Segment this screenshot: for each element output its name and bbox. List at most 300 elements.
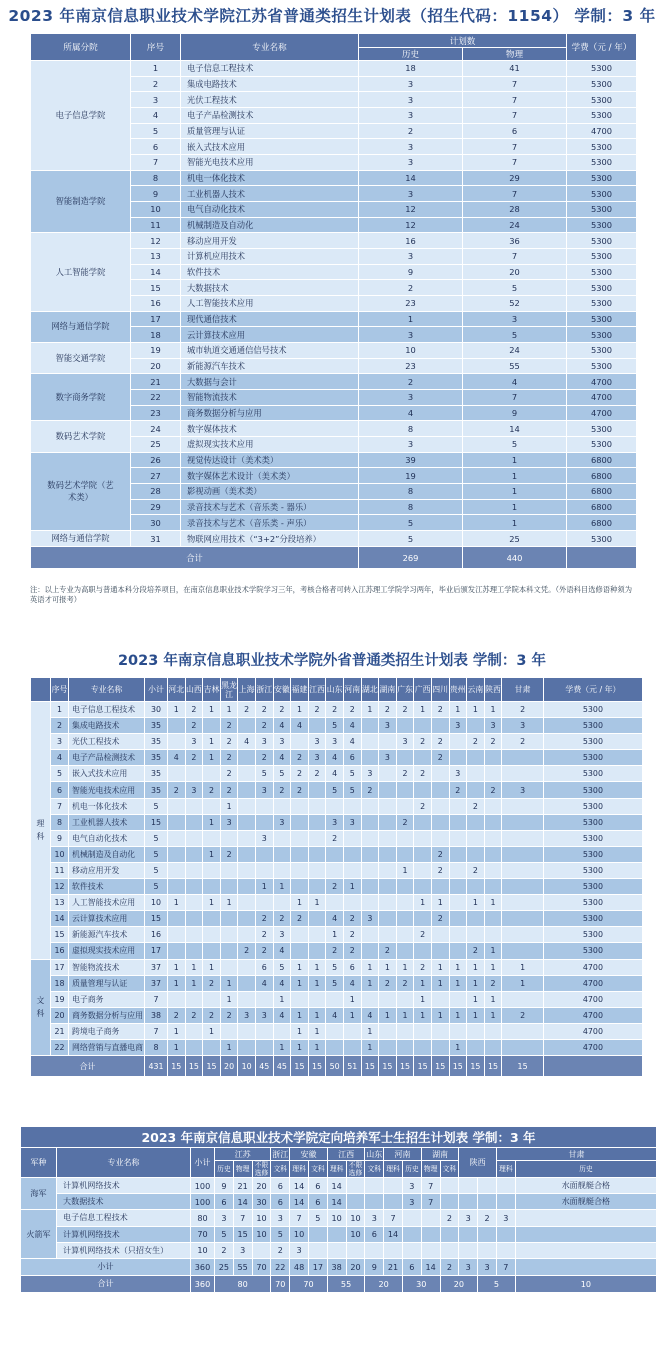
table-cell: 5 <box>145 862 168 878</box>
table-cell: 6 <box>51 782 69 798</box>
table-row <box>31 452 637 468</box>
service-cell: 海军 <box>21 1178 57 1210</box>
table-cell: 55 <box>463 358 567 374</box>
table-cell <box>467 879 485 895</box>
header-no: 序号 <box>51 678 69 702</box>
table-cell: 2 <box>185 702 203 718</box>
table-cell: 1 <box>220 798 238 814</box>
table-cell: 1 <box>484 959 502 975</box>
table-cell <box>449 830 467 846</box>
table-cell <box>168 814 186 830</box>
subheader-1: 物理 <box>233 1161 252 1178</box>
table-cell: 4 <box>359 405 463 421</box>
jiangsu-plan-title: 2023 年南京信息职业技术学院江苏省普通类招生计划表（招生代码：1154） 学制：3 年 <box>8 7 656 25</box>
table-cell <box>273 846 291 862</box>
table-cell: 3 <box>396 734 414 750</box>
table-cell <box>238 991 256 1007</box>
remark-cell: 水面舰艇合格 <box>515 1178 656 1194</box>
total-cell: 15 <box>379 1056 397 1077</box>
table-cell <box>308 782 326 798</box>
table-cell: 5 <box>273 959 291 975</box>
table-cell: 1 <box>203 895 221 911</box>
table-cell <box>431 814 449 830</box>
table-cell: 1 <box>220 1039 238 1055</box>
category-label: 文科 <box>36 996 45 1019</box>
table-cell: 2 <box>502 702 544 718</box>
table-cell: 1 <box>449 1039 467 1055</box>
total-cell: 15 <box>484 1056 502 1077</box>
table-cell: 4 <box>273 750 291 766</box>
table-cell <box>168 846 186 862</box>
table-cell: 3 <box>273 927 291 943</box>
table-cell <box>484 750 502 766</box>
table-cell: 6 <box>402 1258 421 1275</box>
table-cell: 1 <box>467 895 485 911</box>
table-cell <box>502 911 544 927</box>
table-cell: 2 <box>131 76 181 92</box>
table-cell <box>291 879 309 895</box>
table-cell: 1 <box>431 1007 449 1023</box>
table-cell: 4 <box>291 718 309 734</box>
table-cell <box>379 911 397 927</box>
table-cell: 2 <box>414 798 432 814</box>
table-cell: 2 <box>484 975 502 991</box>
header-11: 江西 <box>308 678 326 702</box>
table-cell <box>396 895 414 911</box>
table-cell: 5 <box>326 975 344 991</box>
table-cell: 1 <box>431 895 449 911</box>
table-cell <box>327 1242 346 1258</box>
table-cell: 1 <box>203 846 221 862</box>
table-cell: 1 <box>308 1023 326 1039</box>
category-cell <box>31 959 51 1056</box>
table-cell <box>343 798 361 814</box>
table-cell <box>220 911 238 927</box>
table-cell: 10 <box>359 343 463 359</box>
table-cell: 6800 <box>567 484 637 500</box>
table-cell: 2 <box>484 782 502 798</box>
table-cell <box>361 718 379 734</box>
table-cell: 11 <box>51 862 69 878</box>
table-cell: 4 <box>343 975 361 991</box>
table-cell <box>402 1226 421 1242</box>
table-row <box>31 233 637 249</box>
major-name: 电气自动化技术 <box>181 202 359 218</box>
header-12: 山东 <box>326 678 344 702</box>
table-cell <box>365 1178 384 1194</box>
table-cell <box>543 1056 642 1077</box>
table-cell: 26 <box>131 452 181 468</box>
table-cell <box>496 1194 515 1210</box>
table-cell: 3 <box>326 734 344 750</box>
table-cell <box>220 927 238 943</box>
table-cell <box>185 766 203 782</box>
table-cell: 1 <box>467 1007 485 1023</box>
table-cell <box>467 782 485 798</box>
table-cell: 1 <box>379 1007 397 1023</box>
table-cell: 2 <box>467 734 485 750</box>
table-cell: 4700 <box>567 374 637 390</box>
total-cell: 15 <box>502 1056 544 1077</box>
table-cell: 20 <box>51 1007 69 1023</box>
table-cell: 1 <box>291 1007 309 1023</box>
table-cell: 1 <box>502 959 544 975</box>
table-cell <box>291 814 309 830</box>
table-cell: 5 <box>273 766 291 782</box>
table-cell <box>396 846 414 862</box>
table-cell: 1 <box>291 975 309 991</box>
header-8: 浙江 <box>255 678 273 702</box>
major-name: 嵌入式技术应用 <box>181 139 359 155</box>
table-cell: 7 <box>463 155 567 171</box>
table-cell <box>185 1023 203 1039</box>
table-cell: 5300 <box>543 943 642 959</box>
table-cell <box>168 943 186 959</box>
table-cell: 13 <box>131 249 181 265</box>
table-cell <box>414 830 432 846</box>
table-cell: 2 <box>414 959 432 975</box>
header-19: 贵州 <box>449 678 467 702</box>
major-name: 机械制造及自动化 <box>181 217 359 233</box>
table-cell <box>502 1039 544 1055</box>
major-name: 机电一体化技术 <box>181 170 359 186</box>
table-cell: 3 <box>449 766 467 782</box>
table-cell: 3 <box>255 782 273 798</box>
table-cell: 6 <box>215 1194 234 1210</box>
table-cell <box>291 943 309 959</box>
table-cell: 2 <box>273 911 291 927</box>
table-cell <box>431 1023 449 1039</box>
table-cell: 36 <box>463 233 567 249</box>
table-cell: 3 <box>365 1210 384 1226</box>
table-cell <box>502 895 544 911</box>
table-cell: 2 <box>396 814 414 830</box>
table-cell: 4 <box>343 718 361 734</box>
table-cell: 1 <box>203 750 221 766</box>
dept-cell: 网络与通信学院 <box>31 531 131 547</box>
table-cell: 5 <box>343 782 361 798</box>
table-cell: 4 <box>168 750 186 766</box>
table-cell: 24 <box>131 421 181 437</box>
table-cell <box>203 911 221 927</box>
subheader-2: 不限选修 <box>252 1161 271 1178</box>
table-row <box>21 1242 657 1258</box>
major-name: 网络营销与直播电商 <box>69 1039 145 1055</box>
table-cell <box>308 1226 327 1242</box>
table-cell: 35 <box>145 750 168 766</box>
table-cell: 1 <box>361 975 379 991</box>
table-cell <box>449 927 467 943</box>
header-5: 安徽 <box>290 1148 328 1161</box>
table-cell: 3 <box>379 718 397 734</box>
table-cell: 3 <box>359 390 463 406</box>
table-cell <box>346 1178 365 1194</box>
major-name: 新能源汽车技术 <box>181 358 359 374</box>
table-cell: 6 <box>365 1226 384 1242</box>
table-cell: 13 <box>51 895 69 911</box>
table-cell <box>255 814 273 830</box>
table-cell <box>185 991 203 1007</box>
table-cell: 4700 <box>567 390 637 406</box>
major-name: 智能光电技术应用 <box>69 782 145 798</box>
table-cell: 3 <box>215 1210 234 1226</box>
header-plan: 计划数 <box>359 34 567 48</box>
major-name: 电子商务 <box>69 991 145 1007</box>
table-row <box>21 1210 657 1226</box>
table-cell: 3 <box>273 734 291 750</box>
table-cell: 28 <box>131 484 181 500</box>
subtotal-row <box>21 1258 657 1275</box>
table-cell <box>238 959 256 975</box>
table-row <box>31 846 643 862</box>
table-cell: 7 <box>463 76 567 92</box>
table-cell: 3 <box>308 750 326 766</box>
table-cell <box>467 927 485 943</box>
table-cell <box>484 1039 502 1055</box>
table-cell: 24 <box>463 217 567 233</box>
table-cell: 1 <box>291 702 309 718</box>
table-cell: 5300 <box>567 437 637 453</box>
table-cell: 3 <box>449 718 467 734</box>
table-cell: 1 <box>255 879 273 895</box>
table-cell: 10 <box>191 1242 215 1258</box>
table-cell <box>185 798 203 814</box>
table-cell: 4700 <box>543 991 642 1007</box>
table-cell: 2 <box>255 750 273 766</box>
table-cell: 1 <box>308 975 326 991</box>
table-cell: 4700 <box>567 405 637 421</box>
table-row <box>21 1194 657 1210</box>
table-row <box>31 374 637 390</box>
table-cell <box>449 750 467 766</box>
table-cell: 16 <box>145 927 168 943</box>
table-cell <box>402 1242 421 1258</box>
table-cell: 3 <box>185 734 203 750</box>
table-cell <box>238 718 256 734</box>
table-cell <box>273 1023 291 1039</box>
table-cell <box>185 879 203 895</box>
table-cell: 6 <box>343 750 361 766</box>
table-cell: 2 <box>379 943 397 959</box>
table-cell <box>273 862 291 878</box>
table-cell: 38 <box>327 1258 346 1275</box>
total-cell: 15 <box>467 1056 485 1077</box>
table-row <box>31 311 637 327</box>
header-11: 甘肃 <box>496 1148 656 1161</box>
table-cell <box>308 991 326 1007</box>
table-cell: 25 <box>215 1258 234 1275</box>
table-cell: 4 <box>238 734 256 750</box>
table-cell: 10 <box>131 202 181 218</box>
table-cell: 100 <box>191 1194 215 1210</box>
table-cell: 5300 <box>567 186 637 202</box>
table-cell <box>273 798 291 814</box>
table-cell <box>168 991 186 1007</box>
table-cell: 1 <box>467 702 485 718</box>
major-name: 机电一体化技术 <box>69 798 145 814</box>
table-cell <box>291 734 309 750</box>
total-cell: 20 <box>365 1275 403 1292</box>
table-cell <box>396 1023 414 1039</box>
table-cell <box>238 766 256 782</box>
table-cell <box>343 895 361 911</box>
table-cell <box>379 991 397 1007</box>
table-cell <box>361 750 379 766</box>
major-name: 虚拟现实技术应用 <box>69 943 145 959</box>
other-provinces-plan-table <box>30 677 643 1077</box>
table-cell: 1 <box>168 702 186 718</box>
table-cell: 15 <box>233 1226 252 1242</box>
table-cell: 5 <box>145 879 168 895</box>
major-name: 计算机应用技术 <box>181 249 359 265</box>
table-cell: 2 <box>220 766 238 782</box>
table-cell: 6800 <box>567 499 637 515</box>
table-cell: 2 <box>414 927 432 943</box>
table-cell: 5 <box>343 766 361 782</box>
total-label: 合计 <box>31 1056 145 1077</box>
table-cell <box>185 862 203 878</box>
table-cell: 14 <box>327 1178 346 1194</box>
table-cell: 1 <box>414 702 432 718</box>
subheader-11: 物理 <box>421 1161 440 1178</box>
header-9: 湖南 <box>421 1148 459 1161</box>
total-cell: 50 <box>326 1056 344 1077</box>
table-cell: 10 <box>327 1210 346 1226</box>
table-cell <box>502 750 544 766</box>
table-cell <box>238 798 256 814</box>
table-cell: 21 <box>51 1023 69 1039</box>
table-cell: 2 <box>220 1007 238 1023</box>
table-row <box>31 814 643 830</box>
table-cell <box>396 991 414 1007</box>
table-cell: 15 <box>145 911 168 927</box>
table-cell: 2 <box>478 1210 497 1226</box>
table-cell: 3 <box>359 249 463 265</box>
table-cell <box>220 1023 238 1039</box>
table-cell: 1 <box>203 814 221 830</box>
table-cell <box>414 814 432 830</box>
table-cell: 3 <box>51 734 69 750</box>
header-6: 江西 <box>327 1148 365 1161</box>
table-cell <box>168 798 186 814</box>
major-name: 机械制造及自动化 <box>69 846 145 862</box>
table-cell: 5 <box>359 515 463 531</box>
table-cell: 15 <box>145 814 168 830</box>
table-cell <box>238 895 256 911</box>
table-cell: 2 <box>379 702 397 718</box>
table-cell: 37 <box>145 975 168 991</box>
table-cell: 39 <box>359 452 463 468</box>
table-cell: 29 <box>131 499 181 515</box>
table-cell <box>421 1226 440 1242</box>
table-cell: 14 <box>463 421 567 437</box>
table-cell: 12 <box>51 879 69 895</box>
table-cell: 2 <box>467 862 485 878</box>
header-10: 陕西 <box>459 1148 497 1178</box>
header-3: 江苏 <box>215 1148 271 1161</box>
table-cell: 4 <box>463 374 567 390</box>
total-row <box>31 547 637 569</box>
table-cell: 35 <box>145 766 168 782</box>
table-cell: 5 <box>463 437 567 453</box>
service-cell: 火箭军 <box>21 1210 57 1259</box>
table-cell: 5 <box>131 123 181 139</box>
table-cell: 24 <box>463 343 567 359</box>
table-cell: 14 <box>421 1258 440 1275</box>
table-cell: 6800 <box>567 452 637 468</box>
table-cell: 6 <box>255 959 273 975</box>
table-cell: 16 <box>359 233 463 249</box>
table-cell <box>449 1023 467 1039</box>
table-cell <box>255 1039 273 1055</box>
table-cell <box>396 879 414 895</box>
table-cell: 3 <box>502 782 544 798</box>
table-cell <box>467 750 485 766</box>
table-cell <box>379 814 397 830</box>
table-cell <box>379 927 397 943</box>
table-cell: 6 <box>343 959 361 975</box>
table-cell <box>431 718 449 734</box>
table-cell <box>308 1242 327 1258</box>
table-cell: 14 <box>290 1194 309 1210</box>
table-cell <box>449 991 467 1007</box>
table-cell: 3 <box>273 814 291 830</box>
table-cell <box>431 798 449 814</box>
table-cell: 2 <box>414 734 432 750</box>
table-cell: 2 <box>396 702 414 718</box>
table-cell: 27 <box>131 468 181 484</box>
table-cell: 41 <box>463 61 567 77</box>
major-name: 虚拟现实技术应用 <box>181 437 359 453</box>
table-cell: 4700 <box>567 123 637 139</box>
table-cell: 3 <box>233 1242 252 1258</box>
table-cell: 1 <box>396 862 414 878</box>
table-cell <box>396 927 414 943</box>
table-cell: 38 <box>145 1007 168 1023</box>
table-cell: 2 <box>467 943 485 959</box>
table-cell: 3 <box>343 814 361 830</box>
table-cell: 1 <box>308 959 326 975</box>
table-cell: 1 <box>291 895 309 911</box>
header-history: 历史 <box>359 48 463 61</box>
table-cell <box>449 879 467 895</box>
table-cell <box>502 766 544 782</box>
table-cell <box>361 862 379 878</box>
table-cell <box>326 798 344 814</box>
table-cell: 10 <box>252 1226 271 1242</box>
table-cell: 6 <box>131 139 181 155</box>
header-9: 安徽 <box>273 678 291 702</box>
total-cell: 15 <box>414 1056 432 1077</box>
total-cell: 45 <box>273 1056 291 1077</box>
table-cell <box>291 846 309 862</box>
table-cell: 16 <box>131 296 181 312</box>
category-label: 理科 <box>36 819 45 842</box>
table-cell <box>273 830 291 846</box>
table-cell <box>421 1242 440 1258</box>
major-name: 软件技术 <box>69 879 145 895</box>
table-cell: 17 <box>131 311 181 327</box>
table-cell: 5300 <box>567 311 637 327</box>
table-cell: 18 <box>359 61 463 77</box>
table-cell: 3 <box>496 1210 515 1226</box>
table-cell: 37 <box>145 959 168 975</box>
table-cell: 4 <box>343 734 361 750</box>
table-cell: 3 <box>359 76 463 92</box>
table-cell: 48 <box>290 1258 309 1275</box>
total-cell: 30 <box>402 1275 440 1292</box>
table-row <box>31 862 643 878</box>
